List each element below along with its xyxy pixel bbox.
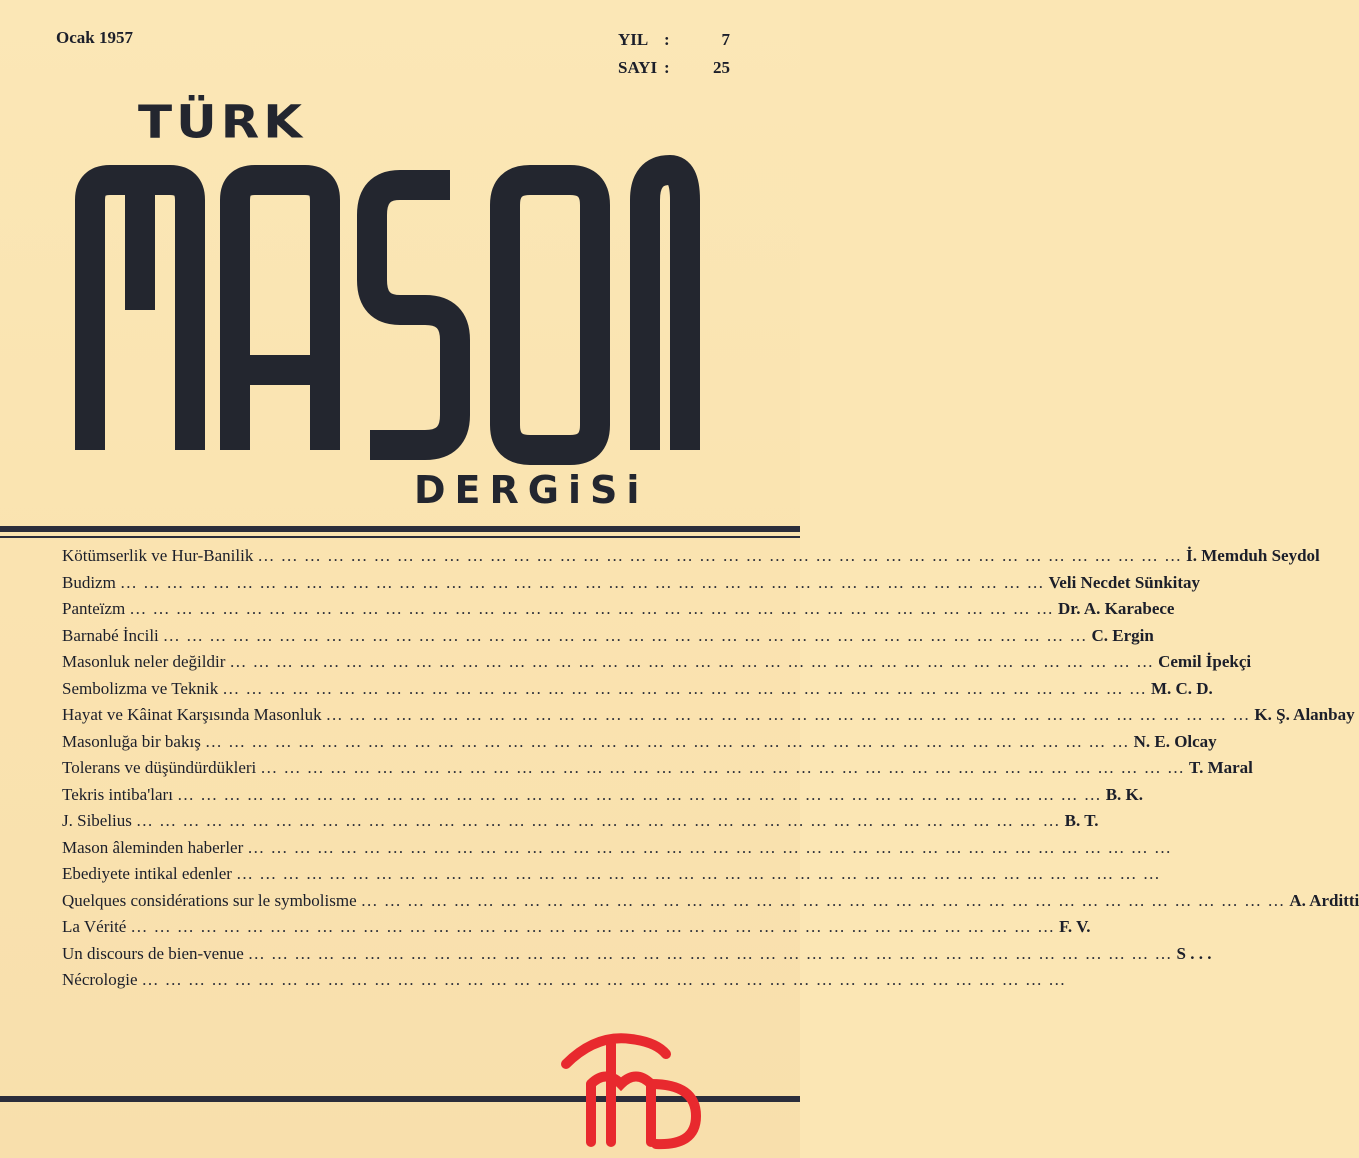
issue-row [618,54,730,82]
table-of-contents [62,546,1359,997]
toc-author: B. T. [1064,811,1099,830]
toc-row [62,784,1143,812]
toc-title: Panteïzm [62,599,126,618]
toc-title: La Vérité [62,917,127,936]
toc-leader-dots: … … … … … … … … … … … … … … … … … … … … … … … … … … … … … … … … … … … … … … … … [360,890,1286,910]
issue-label: SAYI [618,58,658,77]
toc-row [62,572,1201,600]
toc-row [62,970,1067,997]
toc-leader-dots: … … … … … … … … … … … … … … … … … … … … … … … … … … … … … … … … … … … … … … … … [176,784,1102,804]
toc-row [62,943,1212,971]
issue-value: 25 [713,58,730,77]
toc-row [62,678,1213,706]
year-value: 7 [721,30,730,49]
masthead-dergisi: DERGiSi [414,468,649,512]
toc-row [62,890,1359,918]
toc-row [62,917,1091,944]
toc-leader-dots: … … … … … … … … … … … … … … … … … … … … … … … … … … … … … … … … … … … … … … … … [135,811,1061,830]
top-divider [0,526,800,532]
toc-leader-dots: … … … … … … … … … … … … … … … … … … … … … … … … … … … … … … … … … … … … … … … … [325,705,1251,724]
toc-title: Tekris intiba'ları [62,784,173,804]
toc-title: Un discours de bien-venue [62,943,244,963]
toc-author: C. Ergin [1091,625,1154,645]
toc-leader-dots: … … … … … … … … … … … … … … … … … … … … … … … … … … … … … … … … … … … … … … … … [141,970,1067,989]
toc-title: Mason âleminden haberler [62,837,244,857]
toc-leader-dots: … … … … … … … … … … … … … … … … … … … … … … … … … … … … … … … … … … … … … … … … [119,572,1045,592]
toc-title: Masonluk neler değildir [62,652,226,671]
toc-leader-dots: … … … … … … … … … … … … … … … … … … … … … … … … … … … … … … … … … … … … … … … … [204,731,1130,751]
toc-author: F. V. [1059,917,1091,936]
toc-author: B. K. [1105,784,1143,804]
toc-row [62,546,1320,573]
toc-title: Budizm [62,572,116,592]
toc-title: J. Sibelius [62,811,132,830]
toc-author: T. Maral [1189,758,1253,777]
toc-row [62,811,1099,838]
year-label: YIL [618,30,649,49]
toc-row [62,599,1175,626]
toc-title: Tolerans ve düşündürdükleri [62,758,257,777]
toc-title: Sembolizma ve Teknik [62,678,219,698]
toc-row [62,837,1173,865]
tmd-monogram-icon [556,1024,706,1154]
toc-leader-dots: … … … … … … … … … … … … … … … … … … … … … … … … … … … … … … … … … … … … … … … … [235,864,1161,883]
issue-colon: : [664,58,670,77]
toc-title: Quelques considérations sur le symbolisme [62,890,357,910]
toc-title: Hayat ve Kâinat Karşısında Masonluk [62,705,322,724]
top-divider-thin [0,536,800,538]
toc-row [62,864,1161,891]
issue-date: Ocak 1957 [56,28,133,47]
toc-row [62,758,1253,785]
year-row [618,26,730,54]
toc-title: Ebediyete intikal edenler [62,864,232,883]
toc-author: S . . . [1176,943,1212,963]
masthead-turk: TÜRK [138,96,306,149]
toc-title: Kötümserlik ve Hur-Banilik [62,546,254,565]
toc-author: İ. Memduh Seydol [1186,546,1320,565]
issue-info [618,26,730,82]
toc-author: Veli Necdet Sünkitay [1048,572,1201,592]
toc-author: K. Ş. Alanbay [1254,705,1355,724]
toc-leader-dots: … … … … … … … … … … … … … … … … … … … … … … … … … … … … … … … … … … … … … … … … [257,546,1183,565]
toc-row [62,705,1355,732]
toc-author: A. Arditti [1289,890,1359,910]
toc-leader-dots: … … … … … … … … … … … … … … … … … … … … … … … … … … … … … … … … … … … … … … … … [130,917,1056,936]
toc-row [62,652,1252,679]
toc-author: Dr. A. Karabece [1058,599,1175,618]
year-colon: : [664,30,670,49]
toc-title: Nécrologie [62,970,138,989]
toc-author: M. C. D. [1150,678,1213,698]
toc-author: N. E. Olcay [1133,731,1217,751]
toc-leader-dots: … … … … … … … … … … … … … … … … … … … … … … … … … … … … … … … … … … … … … … … … [260,758,1186,777]
toc-leader-dots: … … … … … … … … … … … … … … … … … … … … … … … … … … … … … … … … … … … … … … … … [222,678,1147,698]
toc-author: Cemil İpekçi [1158,652,1252,671]
toc-leader-dots: … … … … … … … … … … … … … … … … … … … … … … … … … … … … … … … … … … … … … … … … [229,652,1155,671]
toc-row [62,625,1154,653]
toc-title: Masonluğa bir bakış [62,731,201,751]
toc-title: Barnabé İncili [62,625,159,645]
toc-leader-dots: … … … … … … … … … … … … … … … … … … … … … … … … … … … … … … … … … … … … … … … … [162,625,1088,645]
toc-leader-dots: … … … … … … … … … … … … … … … … … … … … … … … … … … … … … … … … … … … … … … … … [129,599,1055,618]
masthead-mason-logo [60,160,700,460]
toc-row [62,731,1217,759]
toc-leader-dots: … … … … … … … … … … … … … … … … … … … … … … … … … … … … … … … … … … … … … … … … [247,943,1173,963]
toc-leader-dots: … … … … … … … … … … … … … … … … … … … … … … … … … … … … … … … … … … … … … … … … [247,837,1173,857]
